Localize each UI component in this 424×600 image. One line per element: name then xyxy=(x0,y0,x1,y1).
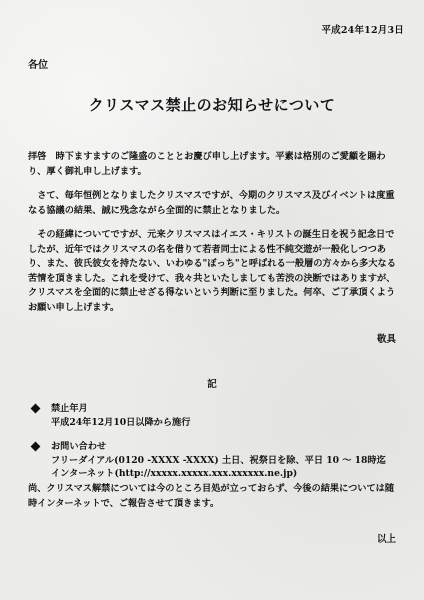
document-title: クリスマス禁止のお知らせについて xyxy=(88,96,336,114)
item-heading: お問い合わせ xyxy=(51,441,107,452)
item-line-phone: フリーダイアル(0120 -XXXX -XXXX) 土日、祝祭日を除、平日 10 〜 18時迄 xyxy=(51,454,386,466)
item-line: 平成24年12月10日以降から施行 xyxy=(51,416,191,428)
closing-word: 敬具 xyxy=(376,334,396,345)
reason-paragraph: その経緯についてですが、元来クリスマスはイエス・キリストの誕生日を祝う記念日でしたが、近年ではクリスマスの名を借りて若者同士による性不純交遊が一般化しつつあり、また、彼氏彼女を持たない、いわゆる"ぼっち"と呼ばれる一般層の方々から多大なる苦情を頂きました。これを受けて、我々共といたしましても苦渋の決断ではありますが、クリスマスを全面的に禁止せざる得ないという判断に至りました。何卒、ご了承頂くようお願い申し上げます。 xyxy=(28,229,396,313)
item-line-internet: インターネット(http://xxxxx.xxxxx.xxx.xxxxxx.ne.jp) xyxy=(51,468,298,479)
end-word: 以上 xyxy=(376,534,396,545)
ki-heading: 記 xyxy=(207,379,217,390)
addressee: 各位 xyxy=(28,60,48,71)
list-item-prohibition-date xyxy=(30,402,400,429)
diamond-bullet-icon xyxy=(31,404,41,414)
list-item-inquiry xyxy=(30,440,400,481)
document-body xyxy=(28,150,398,325)
announcement-paragraph: さて、毎年恒例となりましたクリスマスですが、今期のクリスマス及びイベントは度重なる協議の結果、誠に残念ながら全面的に禁止となりました。 xyxy=(28,190,395,216)
note-paragraph: 尚、クリスマス解禁については今のところ目処が立っておらず、今後の結果については随時インターネットで、ご報告させて頂きます。 xyxy=(28,483,395,509)
document-date: 平成24年12月3日 xyxy=(321,25,404,36)
diamond-bullet-icon xyxy=(31,442,41,452)
item-heading: 禁止年月 xyxy=(51,403,88,414)
details-list xyxy=(30,402,400,492)
greeting-paragraph: 拝啓 時下ますますのご隆盛のこととお慶び申し上げます。平素は格別のご愛顧を賜わり、厚く御礼申し上げます。 xyxy=(28,151,386,177)
